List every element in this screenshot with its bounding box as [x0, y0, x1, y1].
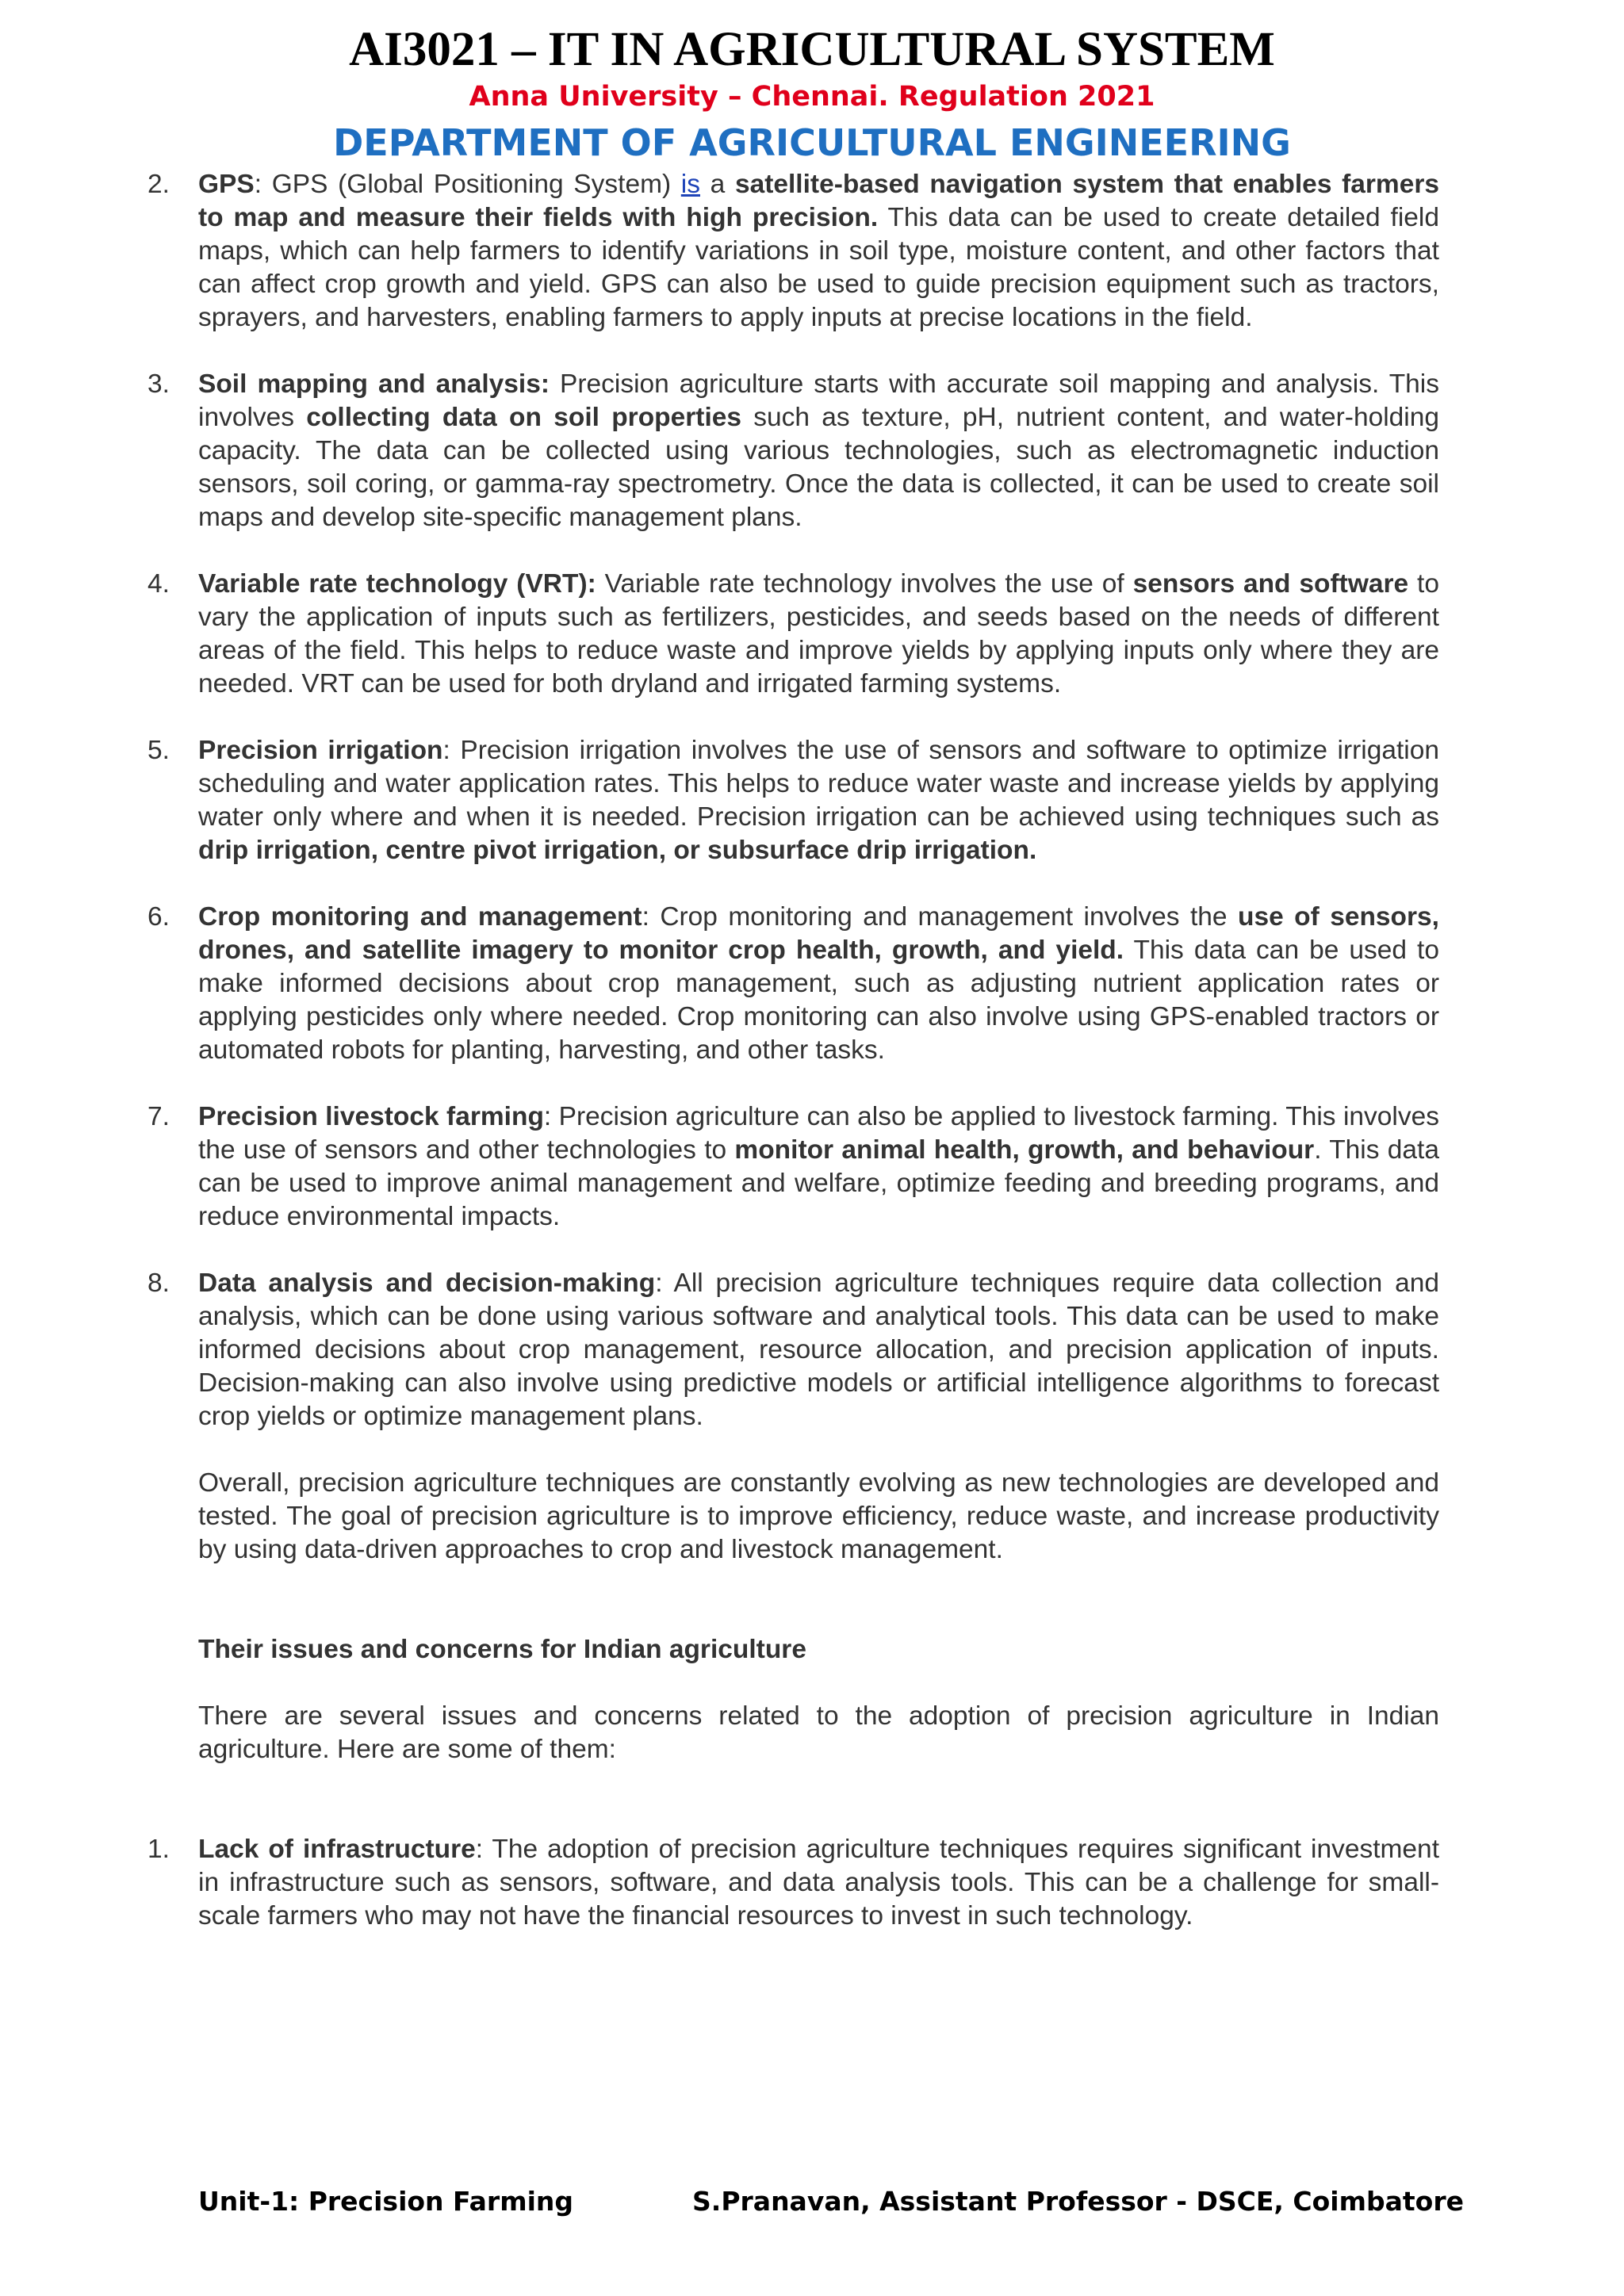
item-title: Soil mapping and analysis:	[198, 369, 550, 399]
list-item-gps	[147, 168, 1440, 335]
item-emphasis: monitor animal health, growth, and behaviour	[734, 1135, 1315, 1165]
item-emphasis: sensors and software	[1132, 569, 1409, 599]
item-text: Precision agriculture starts with accurate soil mapping and analysis. This involves	[198, 369, 1439, 432]
university-subtitle: Anna University – Chennai. Regulation 2021	[469, 81, 1155, 113]
document-body	[147, 168, 1440, 1966]
item-title: Precision livestock farming	[198, 1102, 544, 1131]
item-title: Variable rate technology (VRT):	[198, 569, 596, 599]
item-text: : All precision agriculture techniques require data collection and analysis, which can be done using various software and analytical tools. This data can be used to make informed decisions about crop management, resource allocation, and precision application of inputs. Decision-making can also involve using predictive models or artificial intelligence algorithms to forecast crop yields or optimize management plans.	[198, 1269, 1439, 1431]
list-item-precision-irrigation	[147, 734, 1440, 867]
overall-paragraph: Overall, precision agriculture techniques are constantly evolving as new technologies are developed and tested. The goal of precision agriculture is to improve efficiency, reduce waste, and increase productivity by using data-driven approaches to crop and livestock management.	[198, 1468, 1439, 1564]
item-text: This data can be used to make informed decisions about crop management, such as adjusting nutrient application rates or applying pesticides only where needed. Crop monitoring can also involve using GPS-enabled tractors or automated robots for planting, harvesting, and other tasks.	[198, 936, 1440, 1065]
list-item-crop-monitoring	[147, 901, 1440, 1067]
item-text: : Precision agriculture can also be applied to livestock farming. This involves the use of sensors and other technologies to	[198, 1102, 1439, 1165]
list-item-soil-mapping	[147, 368, 1439, 534]
list-number: 3.	[147, 369, 170, 399]
item-emphasis: drip irrigation, centre pivot irrigation, or subsurface drip irrigation.	[198, 836, 1037, 865]
list-number: 8.	[147, 1269, 170, 1298]
item-title: GPS	[198, 170, 255, 199]
list-number: 2.	[147, 170, 170, 199]
item-text: to vary the application of inputs such as fertilizers, pesticides, and seeds based on the needs of different areas of the field. This helps to reduce waste and improve yields by applying inputs only where they are needed. VRT can be used for both dryland and irrigated farming systems.	[198, 569, 1439, 698]
item-text: a	[700, 170, 735, 199]
list-number: 6.	[147, 902, 170, 932]
item-title: Precision irrigation	[198, 736, 443, 765]
section-heading: Their issues and concerns for Indian agriculture	[198, 1635, 806, 1664]
issues-intro-paragraph: There are several issues and concerns related to the adoption of precision agriculture in Indian agriculture. Here are some of them:	[198, 1701, 1439, 1764]
footer-author: S.Pranavan, Assistant Professor - DSCE, Coimbatore	[692, 2186, 1464, 2217]
list-item-vrt	[147, 568, 1439, 701]
item-emphasis: use of sensors, drones, and satellite imagery to monitor crop health, growth, and yield.	[198, 902, 1439, 965]
list-item-livestock	[147, 1100, 1439, 1234]
item-emphasis: satellite-based navigation system that enables farmers to map and measure their fields with high precision.	[198, 170, 1440, 232]
list-number: 4.	[147, 569, 170, 599]
list-number: 1.	[147, 1835, 170, 1864]
list-number: 5.	[147, 736, 170, 765]
item-text: such as texture, pH, nutrient content, and water-holding capacity. The data can be collected using various technologies, such as electromagnetic induction sensors, soil coring, or gamma-ray spectrometry. Once the data is collected, it can be used to create soil maps and develop site-specific management plans.	[198, 403, 1439, 532]
item-text: : The adoption of precision agriculture techniques requires significant investment in infrastructure such as sensors, software, and data analysis tools. This can be a challenge for small-scale farmers who may not have the financial resources to invest in such technology.	[198, 1835, 1439, 1931]
item-text: : GPS (Global Positioning System)	[254, 170, 681, 199]
list-item-infrastructure	[147, 1833, 1439, 1933]
item-title: Lack of infrastructure	[198, 1835, 476, 1864]
inline-link[interactable]: is	[680, 170, 700, 199]
footer-unit: Unit-1: Precision Farming	[198, 2186, 574, 2217]
item-text: This data can be used to create detailed field maps, which can help farmers to identify variations in soil type, moisture content, and other factors that can affect crop growth and yield. GPS can also be used to guide precision equipment such as tractors, sprayers, and harvesters, enabling farmers to apply inputs at precise locations in the field.	[198, 203, 1439, 332]
list-number: 7.	[147, 1102, 170, 1131]
item-text: : Crop monitoring and management involves the	[642, 902, 1238, 932]
department-title: DEPARTMENT OF AGRICULTURAL ENGINEERING	[333, 121, 1291, 164]
course-title: AI3021 – IT IN AGRICULTURAL SYSTEM	[349, 23, 1275, 76]
item-title: Data analysis and decision-making	[198, 1269, 656, 1298]
item-title: Crop monitoring and management	[198, 902, 642, 932]
item-text: : Precision irrigation involves the use of sensors and software to optimize irrigation scheduling and water application rates. This helps to reduce water waste and increase yields by applying water only where and when it is needed. Precision irrigation can be achieved using techniques such as	[198, 736, 1440, 832]
item-text: Variable rate technology involves the use of	[596, 569, 1133, 599]
item-emphasis: collecting data on soil properties	[306, 403, 742, 432]
list-item-data-analysis	[147, 1267, 1439, 1433]
item-text: . This data can be used to improve animal management and welfare, optimize feeding and breeding programs, and reduce environmental impacts.	[198, 1135, 1439, 1231]
